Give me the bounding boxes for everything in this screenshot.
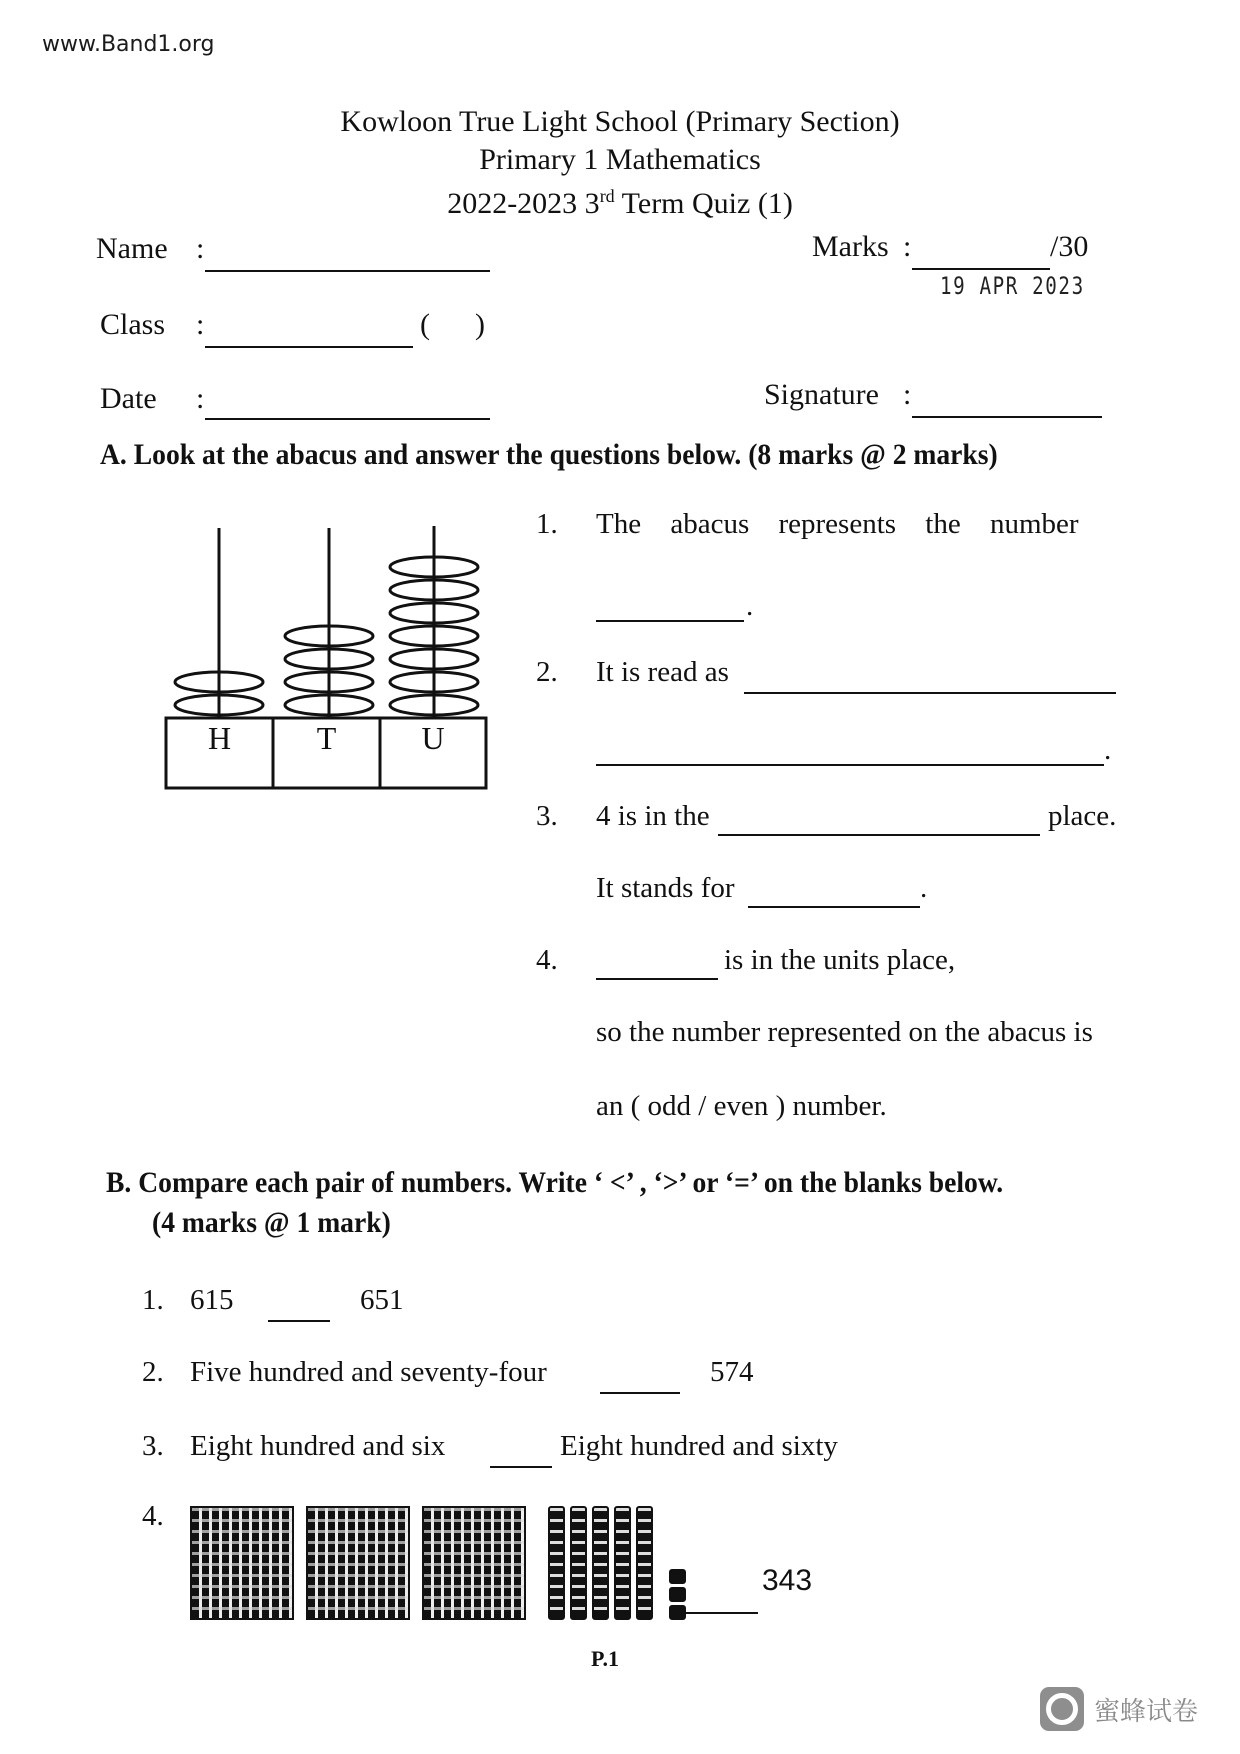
school-name: Kowloon True Light School (Primary Section) — [340, 105, 900, 138]
ten-rod-icon — [570, 1506, 587, 1620]
question-a1-period: . — [746, 590, 754, 622]
question-a2-text: It is read as — [596, 656, 729, 688]
question-a1-number: 1. — [536, 508, 558, 540]
marks-input[interactable] — [912, 242, 1050, 270]
class-input[interactable] — [205, 320, 413, 348]
section-a-heading: A. Look at the abacus and answer the questions below. (8 marks @ 2 marks) — [100, 438, 998, 471]
question-a3-period: . — [920, 872, 928, 904]
marks-colon: : — [903, 230, 912, 263]
term-ordinal: rd — [599, 186, 615, 206]
base-ten-blocks — [190, 1506, 686, 1620]
question-b2-number: 2. — [142, 1356, 164, 1388]
question-b2-answer[interactable] — [600, 1366, 680, 1394]
name-field — [96, 232, 168, 266]
question-b3-right: Eight hundred and sixty — [560, 1430, 838, 1462]
question-a4-odd-even-choice[interactable]: an ( odd / even ) number. — [596, 1090, 887, 1122]
signature-label: Signature — [764, 378, 879, 411]
question-a2-number: 2. — [536, 656, 558, 688]
brand-watermark — [1040, 1687, 1198, 1731]
page-number: P.1 — [591, 1646, 619, 1671]
question-b3-left: Eight hundred and six — [190, 1430, 446, 1462]
hundred-flat-icon — [190, 1506, 294, 1620]
question-a3-text: 4 is in the — [596, 800, 710, 832]
question-b4-number: 4. — [142, 1500, 164, 1532]
name-input[interactable] — [205, 244, 490, 272]
signature-input[interactable] — [912, 390, 1102, 418]
signature-colon: : — [903, 378, 912, 411]
ten-rod-icon — [548, 1506, 565, 1620]
term-quiz: Term Quiz (1) — [614, 187, 793, 220]
ten-rod-icon — [614, 1506, 631, 1620]
term-title — [0, 178, 1240, 222]
question-a1-answer[interactable] — [596, 594, 744, 622]
class-number-input[interactable]: ( ) — [420, 308, 485, 341]
question-a1-text: The abacus represents the number — [596, 508, 1079, 540]
question-b2-left: Five hundred and seventy-four — [190, 1356, 547, 1388]
section-b-marks: (4 marks @ 1 mark) — [152, 1206, 391, 1239]
section-b-heading: B. Compare each pair of numbers. Write ‘ <’ , ‘>’ or ‘=’ on the blanks below. — [106, 1166, 1004, 1199]
ten-rod-icon — [592, 1506, 609, 1620]
question-a4-number: 4. — [536, 944, 558, 976]
abacus-label-tens: T — [316, 720, 337, 756]
question-b1-right: 651 — [360, 1284, 404, 1316]
brand-logo-icon — [1040, 1687, 1084, 1731]
hundred-flat-icon — [306, 1506, 410, 1620]
class-colon: : — [196, 308, 205, 341]
one-cube-icon — [669, 1569, 686, 1584]
question-a3-place-answer[interactable] — [718, 808, 1040, 836]
question-a4-line2: so the number represented on the abacus is — [596, 1016, 1093, 1048]
date-colon: : — [196, 382, 205, 415]
question-b3-number: 3. — [142, 1430, 164, 1462]
date-label: Date — [100, 382, 157, 415]
website-watermark: www.Band1.org — [42, 32, 215, 57]
abacus-label-hundreds: H — [207, 720, 232, 756]
subject-title: Primary 1 Mathematics — [479, 143, 761, 176]
question-a2-period: . — [1104, 734, 1112, 766]
question-a3-number: 3. — [536, 800, 558, 832]
question-a2-answer-line2[interactable] — [596, 738, 1104, 766]
date-stamp: 19 APR 2023 — [940, 272, 1085, 300]
hundred-flat-icon — [422, 1506, 526, 1620]
question-b3-answer[interactable] — [490, 1440, 552, 1468]
question-a2-answer-line1[interactable] — [744, 666, 1116, 694]
marks-total: /30 — [1050, 230, 1089, 263]
date-input[interactable] — [205, 392, 490, 420]
term-year: 2022-2023 3 — [447, 187, 600, 220]
question-a3-stands-for: It stands for — [596, 872, 735, 904]
ten-rod-icon — [636, 1506, 653, 1620]
question-a4-text: is in the units place, — [724, 944, 956, 976]
marks-label: Marks — [812, 230, 889, 263]
question-b1-left: 615 — [190, 1284, 234, 1316]
class-label: Class — [100, 308, 166, 341]
question-b1-answer[interactable] — [268, 1294, 330, 1322]
question-b2-right: 574 — [710, 1356, 754, 1388]
tens-rods — [548, 1506, 653, 1620]
question-a3-suffix: place. — [1048, 800, 1117, 832]
abacus-label-units: U — [421, 720, 445, 756]
question-b1-number: 1. — [142, 1284, 164, 1316]
brand-name: 蜜蜂试卷 — [1094, 1696, 1199, 1727]
question-b4-answer[interactable] — [678, 1586, 758, 1614]
question-a4-answer[interactable] — [596, 952, 718, 980]
name-colon: : — [196, 232, 205, 265]
question-a3-value-answer[interactable] — [748, 880, 920, 908]
name-label: Name — [96, 232, 168, 265]
question-b4-right: 343 — [762, 1564, 813, 1597]
